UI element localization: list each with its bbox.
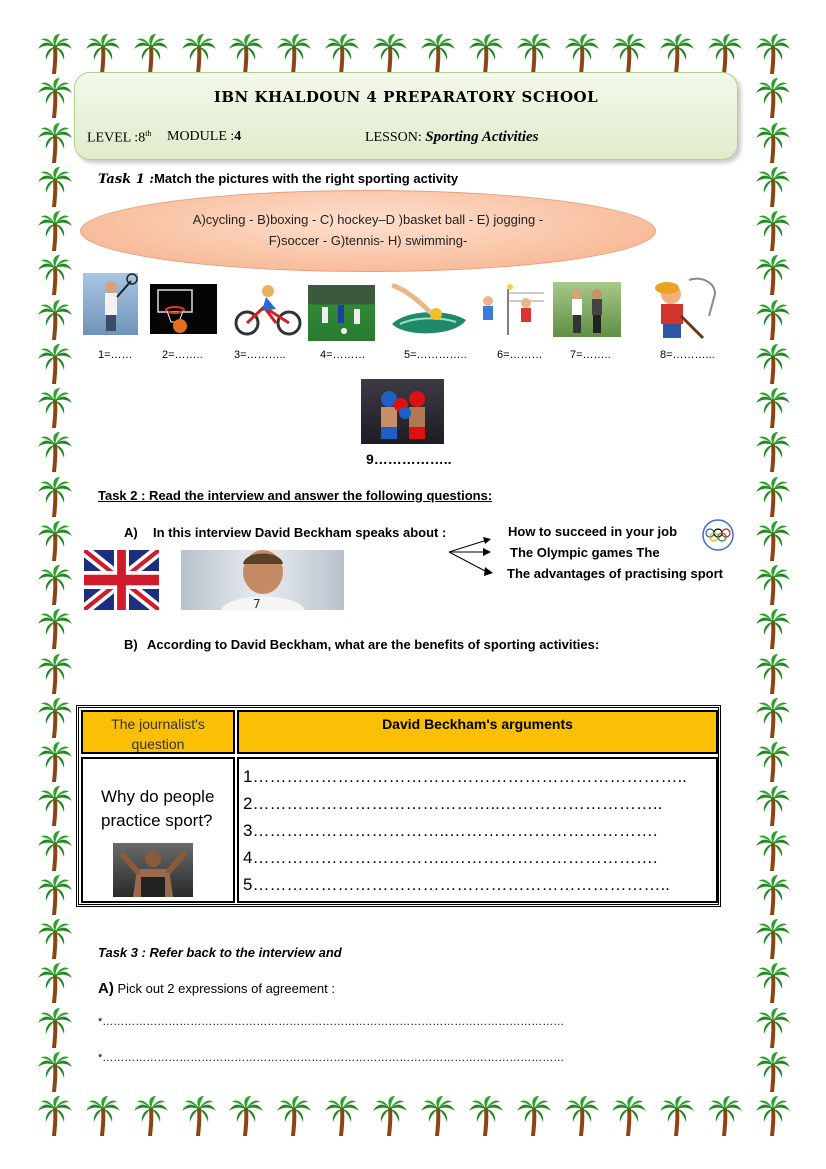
school-name: IBN KHALDOUN 4 PREPARATORY SCHOOL: [213, 88, 599, 106]
palm-tree-icon: [325, 34, 359, 74]
palm-tree-icon: [38, 477, 72, 517]
blank-2[interactable]: 2=……..: [162, 349, 203, 361]
palm-tree-icon: [660, 34, 694, 74]
palm-tree-icon: [38, 521, 72, 561]
palm-tree-icon: [756, 1096, 790, 1136]
olympic-logo: [697, 519, 739, 551]
choice-2[interactable]: The Olympic games The: [510, 545, 660, 560]
palm-tree-icon: [86, 1096, 120, 1136]
palm-tree-icon: [38, 786, 72, 826]
palm-tree-icon: [38, 1096, 72, 1136]
palm-tree-icon: [38, 388, 72, 428]
palm-tree-icon: [756, 300, 790, 340]
palm-tree-icon: [229, 1096, 263, 1136]
task1-title: Task 1 :Match the pictures with the right sporting activity: [98, 171, 459, 187]
answer-line-1[interactable]: 1…………………………………………………………………..: [243, 767, 687, 786]
tennis-picture: [83, 273, 138, 335]
palm-tree-icon: [421, 34, 455, 74]
palm-tree-icon: [38, 432, 72, 472]
answer-line-3[interactable]: 3……………………………..……………………………….: [243, 821, 658, 840]
blank-5[interactable]: 5=…………..: [404, 349, 467, 361]
task2-a-text: In this interview David Beckham speaks about :: [153, 525, 447, 540]
palm-tree-icon: [277, 1096, 311, 1136]
palm-tree-icon: [756, 875, 790, 915]
task2-title: Task 2 : Read the interview and answer the following questions:: [98, 488, 493, 503]
palm-tree-icon: [229, 34, 263, 74]
palm-tree-icon: [86, 34, 120, 74]
palm-tree-icon: [38, 300, 72, 340]
palm-tree-icon: [756, 742, 790, 782]
palm-tree-icon: [756, 565, 790, 605]
choice-arrows: [447, 536, 497, 578]
svg-text:7: 7: [253, 597, 261, 610]
palm-tree-icon: [38, 698, 72, 738]
header-box: [74, 72, 738, 160]
palm-tree-icon: [756, 123, 790, 163]
blank-1[interactable]: 1=……: [98, 349, 133, 361]
hockey-picture: [645, 272, 720, 344]
task3-a: A) Pick out 2 expressions of agreement :: [98, 980, 335, 997]
palm-tree-icon: [38, 167, 72, 207]
blank-7[interactable]: 7=……..: [570, 349, 611, 361]
palm-tree-icon: [38, 831, 72, 871]
palm-tree-icon: [756, 1008, 790, 1048]
palm-tree-icon: [38, 742, 72, 782]
palm-tree-icon: [708, 1096, 742, 1136]
palm-tree-icon: [38, 78, 72, 118]
task2-a-label: A): [124, 525, 138, 540]
palm-tree-icon: [38, 654, 72, 694]
palm-tree-icon: [38, 875, 72, 915]
palm-tree-icon: [756, 609, 790, 649]
task2-b-label: B): [124, 637, 138, 652]
palm-tree-icon: [38, 919, 72, 959]
options-line-1: A)cycling - B)boxing - C) hockey–D )basket ball - E) jogging -: [192, 212, 544, 227]
blank-6[interactable]: 6=………: [497, 349, 543, 361]
palm-tree-icon: [38, 609, 72, 649]
palm-tree-icon: [134, 1096, 168, 1136]
task3-line-1[interactable]: *………………………………………………………………………………………………………………: [98, 1016, 565, 1028]
palm-tree-icon: [660, 1096, 694, 1136]
palm-tree-icon: [38, 123, 72, 163]
palm-tree-icon: [708, 34, 742, 74]
palm-tree-icon: [756, 786, 790, 826]
answer-line-5[interactable]: 5………………………………………………………………..: [243, 875, 670, 894]
palm-tree-icon: [517, 1096, 551, 1136]
blank-4[interactable]: 4=………: [320, 349, 366, 361]
swimming-picture: [386, 280, 470, 342]
volleyball-picture: [470, 283, 546, 337]
palm-tree-icon: [756, 963, 790, 1003]
question-cell: [81, 757, 235, 903]
palm-tree-icon: [373, 34, 407, 74]
palm-tree-icon: [38, 565, 72, 605]
jogging-picture: [553, 282, 621, 337]
answers-cell: [237, 757, 718, 903]
beckham-picture: [181, 550, 344, 610]
blank-3[interactable]: 3=………..: [234, 349, 286, 361]
palm-tree-icon: [756, 654, 790, 694]
palm-tree-icon: [756, 1052, 790, 1092]
level-label: LEVEL :8th: [87, 129, 152, 146]
palm-tree-icon: [421, 1096, 455, 1136]
palm-tree-icon: [756, 521, 790, 561]
palm-tree-icon: [565, 1096, 599, 1136]
palm-tree-icon: [38, 1008, 72, 1048]
question-text: Why do people practice sport?: [101, 787, 215, 830]
palm-tree-icon: [134, 34, 168, 74]
blank-9[interactable]: 9……………..: [366, 451, 452, 467]
options-ellipse: [80, 190, 656, 272]
palm-tree-icon: [756, 167, 790, 207]
boxing-picture: [361, 379, 444, 444]
basketball-picture: [150, 284, 217, 334]
palm-tree-icon: [325, 1096, 359, 1136]
arguments-table: [76, 705, 721, 907]
palm-tree-icon: [469, 34, 503, 74]
cycling-picture: [232, 283, 304, 337]
palm-tree-icon: [756, 255, 790, 295]
palm-tree-icon: [756, 432, 790, 472]
palm-tree-icon: [756, 211, 790, 251]
palm-tree-icon: [756, 477, 790, 517]
choice-1[interactable]: How to succeed in your job: [508, 524, 678, 539]
col1-header: The journalist's question: [81, 710, 235, 754]
palm-tree-icon: [38, 211, 72, 251]
athlete-picture: [113, 843, 193, 897]
palm-tree-icon: [38, 963, 72, 1003]
palm-tree-icon: [756, 388, 790, 428]
task3-line-2[interactable]: *………………………………………………………………………………………………………………: [98, 1052, 565, 1064]
options-line-2: F)soccer - G)tennis- H) swimming-: [268, 233, 468, 248]
palm-tree-icon: [565, 34, 599, 74]
lesson-label: LESSON: Sporting Activities: [365, 129, 539, 145]
palm-tree-icon: [756, 698, 790, 738]
palm-tree-icon: [38, 1052, 72, 1092]
blank-8[interactable]: 8=………...: [660, 349, 715, 361]
palm-tree-icon: [756, 831, 790, 871]
task3-title: Task 3 : Refer back to the interview and: [98, 945, 342, 960]
palm-tree-icon: [373, 1096, 407, 1136]
palm-tree-icon: [469, 1096, 503, 1136]
choice-3[interactable]: The advantages of practising sport: [507, 566, 723, 581]
palm-tree-icon: [38, 255, 72, 295]
palm-tree-icon: [277, 34, 311, 74]
palm-tree-icon: [612, 34, 646, 74]
palm-tree-icon: [756, 34, 790, 74]
palm-tree-icon: [182, 34, 216, 74]
palm-tree-icon: [517, 34, 551, 74]
palm-tree-icon: [38, 34, 72, 74]
palm-tree-icon: [182, 1096, 216, 1136]
palm-tree-icon: [756, 344, 790, 384]
task2-b-text: According to David Beckham, what are the benefits of sporting activities:: [147, 637, 600, 652]
palm-tree-icon: [38, 344, 72, 384]
module-label: MODULE :4: [167, 129, 242, 144]
palm-tree-icon: [756, 78, 790, 118]
soccer-picture: [308, 285, 375, 341]
answer-line-4[interactable]: 4……………………………..……………………………….: [243, 848, 658, 867]
answer-line-2[interactable]: 2……………………………………..………………………..: [243, 794, 663, 813]
palm-tree-icon: [756, 919, 790, 959]
col2-header: David Beckham's arguments: [237, 710, 718, 754]
palm-tree-icon: [612, 1096, 646, 1136]
uk-flag-picture: [84, 550, 159, 610]
